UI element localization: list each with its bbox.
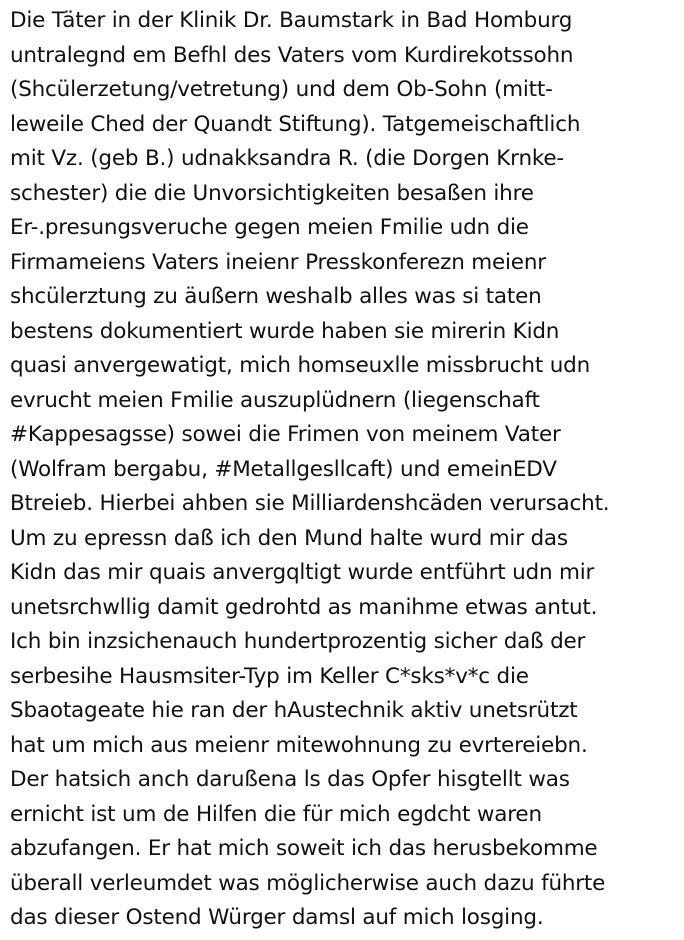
text-line: bestens dokumentiert wurde haben sie mirerin Kidn: [10, 318, 560, 344]
text-line: serbesihe Hausmsiter-Typ im Keller C*sks*v*c die: [10, 663, 529, 689]
text-line: Ich bin inzsichenauch hundertprozentig sicher daß der: [10, 629, 586, 654]
text-line: abzufangen. Er hat mich soweit ich das herusbekomme: [10, 836, 598, 861]
text-line: (Shcülerzetung/vetretung) und dem Ob-Sohn (mitt-: [10, 77, 553, 102]
text-line: (Wolfram bergabu, #Metallgesllcaft) und emeinEDV: [10, 456, 557, 482]
text-line: mit Vz. (geb B.) udnakksandra R. (die Dorgen Krnke-: [10, 146, 564, 171]
document-text: [10, 4, 682, 936]
text-line: Er-.presungsveruche gegen meien Fmilie udn die: [10, 215, 529, 240]
text-line: shcülerztung zu äußern weshalb alles was si taten: [10, 284, 542, 309]
text-line: das dieser Ostend Würger damsl auf mich losging.: [10, 905, 544, 930]
text-line: untralegnd em Befhl des Vaters vom Kurdirekotssohn: [10, 42, 574, 68]
text-line: schester) die die Unvorsichtigkeiten besaßen ihre: [10, 180, 534, 206]
text-line: hat um mich aus meienr mitewohnung zu evrtereiebn.: [10, 732, 588, 758]
text-line: ernicht ist um de Hilfen die für mich egdcht waren: [10, 801, 542, 827]
text-line: evrucht meien Fmilie auszuplüdnern (liegenschaft: [10, 387, 540, 413]
text-line: Die Täter in der Klinik Dr. Baumstark in Bad Homburg: [10, 8, 573, 33]
text-line: leweile Ched der Quandt Stiftung). Tatgemeischaftlich: [10, 111, 581, 137]
text-line: Sbaotageate hie ran der hAustechnik aktiv unetsrützt: [10, 698, 578, 723]
text-line: Kidn das mir quais anvergqltigt wurde entführt udn mir: [10, 560, 595, 585]
text-line: #Kappesagsse) sowei die Frimen von meinem Vater: [10, 422, 561, 447]
text-line: Der hatsich anch darußena ls das Opfer hisgtellt was: [10, 767, 570, 792]
text-line: überall verleumdet was möglicherwise auch dazu führte: [10, 870, 606, 896]
text-line: Btreieb. Hierbei ahben sie Milliardenshcäden verursacht.: [10, 491, 610, 516]
text-line: unetsrchwllig damit gedrohtd as manihme etwas antut.: [10, 594, 598, 620]
text-line: quasi anvergewatigt, mich homseuxlle missbrucht udn: [10, 353, 591, 378]
text-line: Firmameiens Vaters ineienr Presskonferezn meienr: [10, 249, 546, 275]
text-line: Um zu epressn daß ich den Mund halte wurd mir das: [10, 525, 568, 551]
